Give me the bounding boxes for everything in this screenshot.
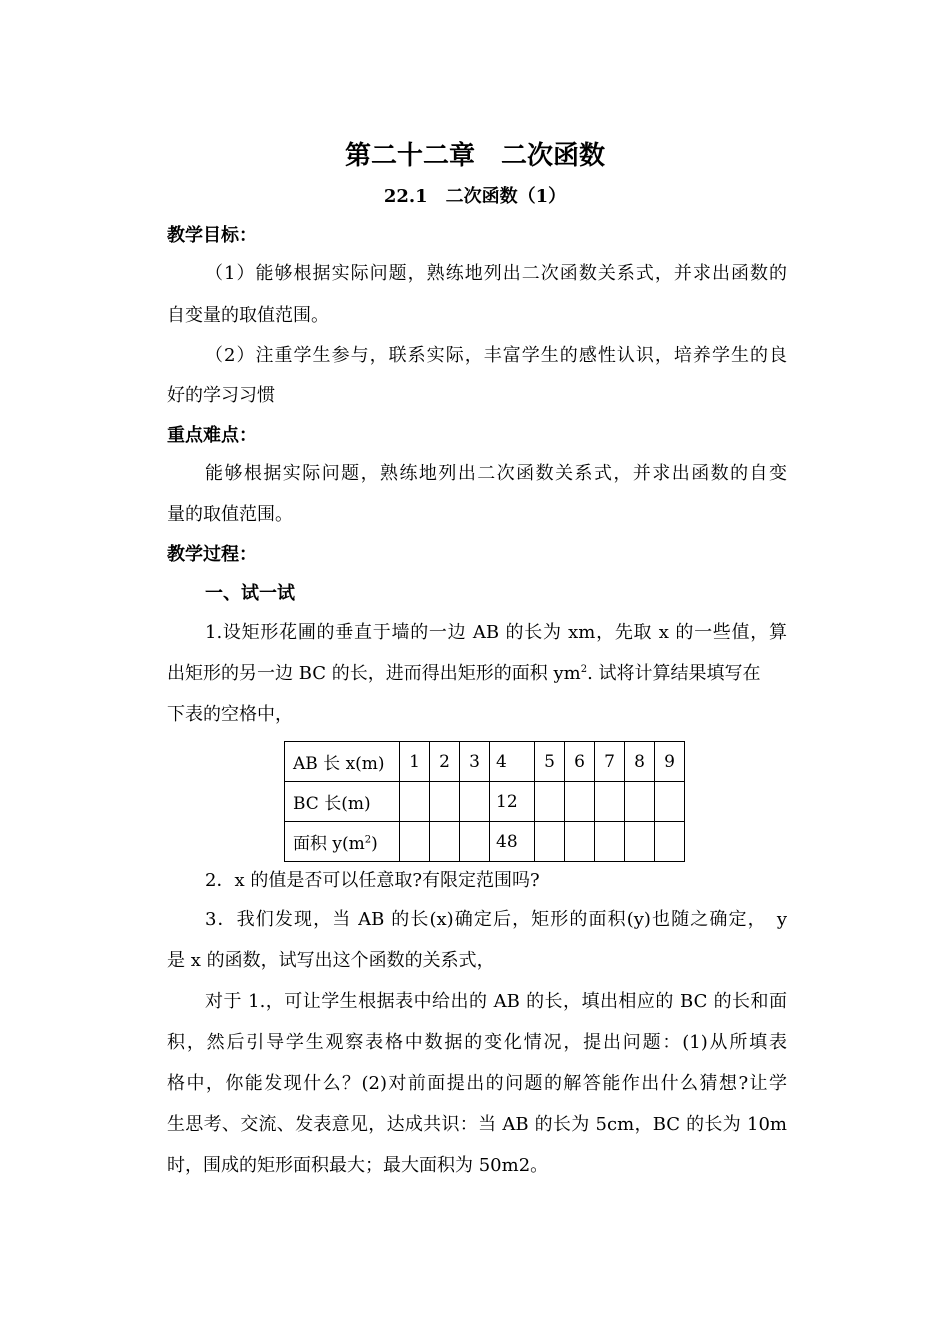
table-cell: [565, 822, 595, 862]
paragraph-line3: 格中，你能发现什么？(2)对前面提出的问题的解答能作出什么猜想?让学: [167, 1073, 787, 1094]
table-cell: 5: [535, 742, 565, 782]
table-cell: [625, 822, 655, 862]
goal1-line1: （1）能够根据实际问题，熟练地列出二次函数关系式，并求出函数的: [205, 263, 787, 284]
table-cell: [595, 822, 625, 862]
table-row: [285, 822, 685, 862]
key-line2: 量的取值范围。: [167, 504, 293, 525]
table-cell: [595, 782, 625, 822]
table-row-head: BC 长(m): [285, 782, 400, 822]
q3-line1: 3．我们发现，当 AB 的长(x)确定后，矩形的面积(y)也随之确定， y: [205, 909, 787, 930]
table-cell: 12: [490, 782, 535, 822]
table-row: [285, 742, 685, 782]
table-cell: [655, 822, 685, 862]
q1-superscript: 2: [580, 664, 588, 675]
part1-heading: 一、试一试: [205, 583, 295, 604]
table-cell: [460, 822, 490, 862]
table-cell: 7: [595, 742, 625, 782]
section-title: 22.1 二次函数（1）: [383, 186, 567, 207]
table-cell: 2: [430, 742, 460, 782]
q1-line2: [167, 662, 787, 686]
table-cell: [430, 782, 460, 822]
table-cell: 6: [565, 742, 595, 782]
q3-line2: 是 x 的函数，试写出这个函数的关系式，: [167, 950, 495, 971]
paragraph-line4: 生思考、交流、发表意见，达成共识：当 AB 的长为 5cm，BC 的长为 10m: [167, 1114, 787, 1135]
table-cell: 8: [625, 742, 655, 782]
table-row-head: AB 长 x(m): [285, 742, 400, 782]
data-table: [284, 741, 685, 862]
area-label-close: ): [371, 834, 378, 854]
table-cell: 48: [490, 822, 535, 862]
table-row-head: [285, 822, 400, 862]
table-cell: [430, 822, 460, 862]
q1-line2-tail: . 试将计算结果填写在: [587, 663, 761, 684]
table-cell: [565, 782, 595, 822]
goal1-line2: 自变量的取值范围。: [167, 305, 329, 326]
table-cell: [400, 782, 430, 822]
goals-heading: 教学目标：: [167, 225, 257, 246]
area-superscript: 2: [364, 834, 372, 846]
table-row: [285, 782, 685, 822]
key-heading: 重点难点：: [167, 425, 257, 446]
table-cell: [655, 782, 685, 822]
paragraph-line5: 时，围成的矩形面积最大；最大面积为 50m2。: [167, 1155, 549, 1176]
q2-line: 2．x 的值是否可以任意取?有限定范围吗?: [205, 870, 540, 891]
goal2-line1: （2）注重学生参与，联系实际，丰富学生的感性认识，培养学生的良: [205, 345, 787, 366]
table-cell: [625, 782, 655, 822]
q1-line1: 1.设矩形花圃的垂直于墙的一边 AB 的长为 xm，先取 x 的一些值，算: [205, 622, 787, 643]
goal2-line2: 好的学习习惯: [167, 385, 275, 406]
process-heading: 教学过程：: [167, 544, 257, 565]
key-line1: 能够根据实际问题，熟练地列出二次函数关系式，并求出函数的自变: [205, 463, 787, 484]
table-cell: [460, 782, 490, 822]
table-cell: [400, 822, 430, 862]
table-cell: 9: [655, 742, 685, 782]
table-cell: 3: [460, 742, 490, 782]
chapter-title: 第二十二章 二次函数: [344, 141, 605, 171]
table-cell: [535, 782, 565, 822]
area-label: 面积 y(m: [293, 834, 365, 854]
table-cell: [535, 822, 565, 862]
table-cell: 4: [490, 742, 535, 782]
paragraph-line1: 对于 1.，可让学生根据表中给出的 AB 的长，填出相应的 BC 的长和面: [205, 991, 787, 1012]
paragraph-line2: 积，然后引导学生观察表格中数据的变化情况，提出问题：(1)从所填表: [167, 1032, 787, 1053]
table-cell: 1: [400, 742, 430, 782]
q1-line2-text: 出矩形的另一边 BC 的长，进而得出矩形的面积 ym: [167, 663, 581, 684]
q1-line3: 下表的空格中，: [167, 704, 293, 725]
